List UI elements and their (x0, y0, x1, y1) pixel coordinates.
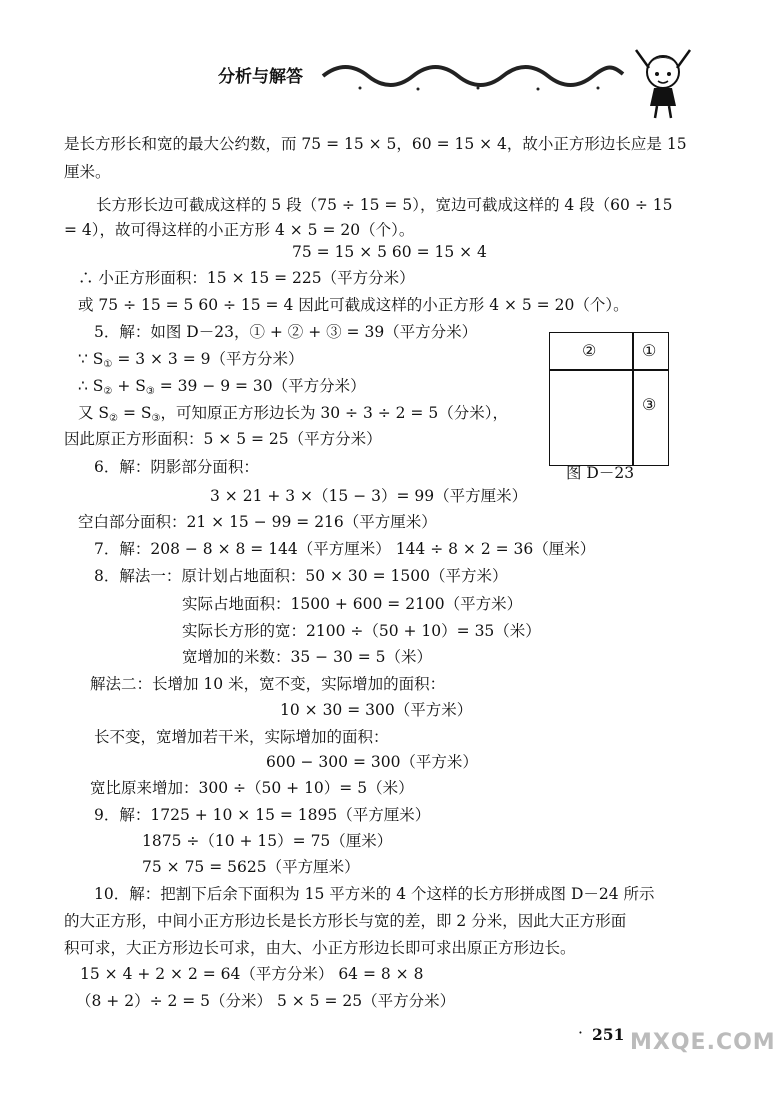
decorative-wave-icon (318, 62, 628, 92)
text-line: 宽比原来增加：300 ÷（50 + 10）= 5（米） (90, 779, 414, 797)
s-line-3-mid: = S (118, 404, 152, 422)
s-line-2-post: = 39 − 9 = 30（平方分米） (154, 377, 366, 395)
s-line-3 (78, 403, 508, 429)
s-line-2 (78, 376, 366, 402)
text-line: 6．解：阴影部分面积： (94, 458, 259, 476)
figure-caption: 图 D－23 (566, 464, 635, 482)
text-line: 实际长方形的宽：2100 ÷（50 + 10）= 35（米） (182, 622, 541, 640)
figure-cell-2: ② (582, 341, 597, 360)
s-line-1-pre: ∵ S (78, 350, 104, 368)
text-line: 600 − 300 = 300（平方米） (266, 753, 478, 771)
text-line: 10．解：把割下后余下面积为 15 平方米的 4 个这样的长方形拼成图 D－24 所示 (94, 885, 655, 903)
text-line: 75 × 75 = 5625（平方厘米） (142, 858, 360, 876)
text-line: 或 75 ÷ 15 = 5 60 ÷ 15 = 4 因此可截成这样的小正方形 4 × 5 = 20（个）。 (78, 296, 629, 314)
text-line: 的大正方形，中间小正方形边长是长方形长与宽的差，即 2 分米，因此大正方形面 (64, 912, 627, 930)
text-line: 长方形长边可截成这样的 5 段（75 ÷ 15 = 5），宽边可截成这样的 4 段（60 ÷ 15 (96, 196, 673, 214)
text-line: 7．解：208 − 8 × 8 = 144（平方厘米） 144 ÷ 8 × 2 = 36（厘米） (94, 540, 596, 558)
text-line: 厘米。 (64, 163, 111, 181)
s-line-4: 因此原正方形面积：5 × 5 = 25（平方分米） (64, 430, 382, 448)
s-line-3-pre: 又 S (78, 404, 110, 422)
s-line-1 (78, 349, 304, 375)
text-line: 75 = 15 × 5 60 = 15 × 4 (292, 243, 487, 261)
text-line: 1875 ÷（10 + 15）= 75（厘米） (142, 832, 393, 850)
text-line: 是长方形长和宽的最大公约数，而 75 = 15 × 5，60 = 15 × 4，故小正方形边长应是 15 (64, 135, 687, 153)
text-line: 3 × 21 + 3 ×（15 − 3）= 99（平方厘米） (210, 487, 528, 505)
text-line: 5．解：如图 D－23，① + ② + ③ = 39（平方分米） (94, 323, 478, 341)
page-number: 251 (592, 1025, 625, 1044)
figure-divider-vertical (632, 333, 634, 465)
text-line: 10 × 30 = 300（平方米） (280, 701, 473, 719)
s-line-2-pre: ∴ S (78, 377, 104, 395)
text-line: 实际占地面积：1500 + 600 = 2100（平方米） (182, 595, 523, 613)
text-line: 15 × 4 + 2 × 2 = 64（平方分米） 64 = 8 × 8 (80, 965, 424, 983)
subscript: ③ (145, 386, 155, 397)
page-header-title: 分析与解答 (218, 67, 303, 87)
subscript: ② (103, 386, 113, 397)
text-line: = 4），故可得这样的小正方形 4 × 5 = 20（个）。 (64, 221, 415, 239)
text-line: 9．解：1725 + 10 × 15 = 1895（平方厘米） (94, 806, 431, 824)
cartoon-girl-icon (628, 42, 698, 122)
text-line: 积可求，大正方形边长可求，由大、小正方形边长即可求出原正方形边长。 (64, 939, 576, 957)
s-line-3-post: ，可知原正方形边长为 30 ÷ 3 ÷ 2 = 5（分米）， (160, 404, 508, 422)
text-line: 8．解法一：原计划占地面积：50 × 30 = 1500（平方米） (94, 567, 508, 585)
subscript: ② (109, 413, 119, 424)
text-line: 长不变，宽增加若干米，实际增加的面积： (94, 728, 389, 746)
subscript: ③ (151, 413, 161, 424)
figure-cell-1: ① (642, 341, 657, 360)
figure-d23 (549, 332, 669, 466)
figure-divider-horizontal (550, 369, 668, 371)
figure-cell-3: ③ (642, 395, 657, 414)
page-number-dot: · (578, 1024, 583, 1042)
text-line: 解法二：长增加 10 米，宽不变，实际增加的面积： (90, 675, 446, 693)
s-line-2-mid: + S (112, 377, 146, 395)
text-line: 空白部分面积：21 × 15 − 99 = 216（平方厘米） (78, 513, 437, 531)
text-line: ∴ 小正方形面积：15 × 15 = 225（平方分米） (78, 269, 415, 287)
s-line-1-post: = 3 × 3 = 9（平方分米） (112, 350, 304, 368)
text-line: 宽增加的米数：35 − 30 = 5（米） (182, 648, 432, 666)
text-line: （8 + 2）÷ 2 = 5（分米） 5 × 5 = 25（平方分米） (76, 992, 456, 1010)
watermark-logo: MXQE.COM (630, 1030, 776, 1055)
subscript: ① (103, 359, 113, 370)
